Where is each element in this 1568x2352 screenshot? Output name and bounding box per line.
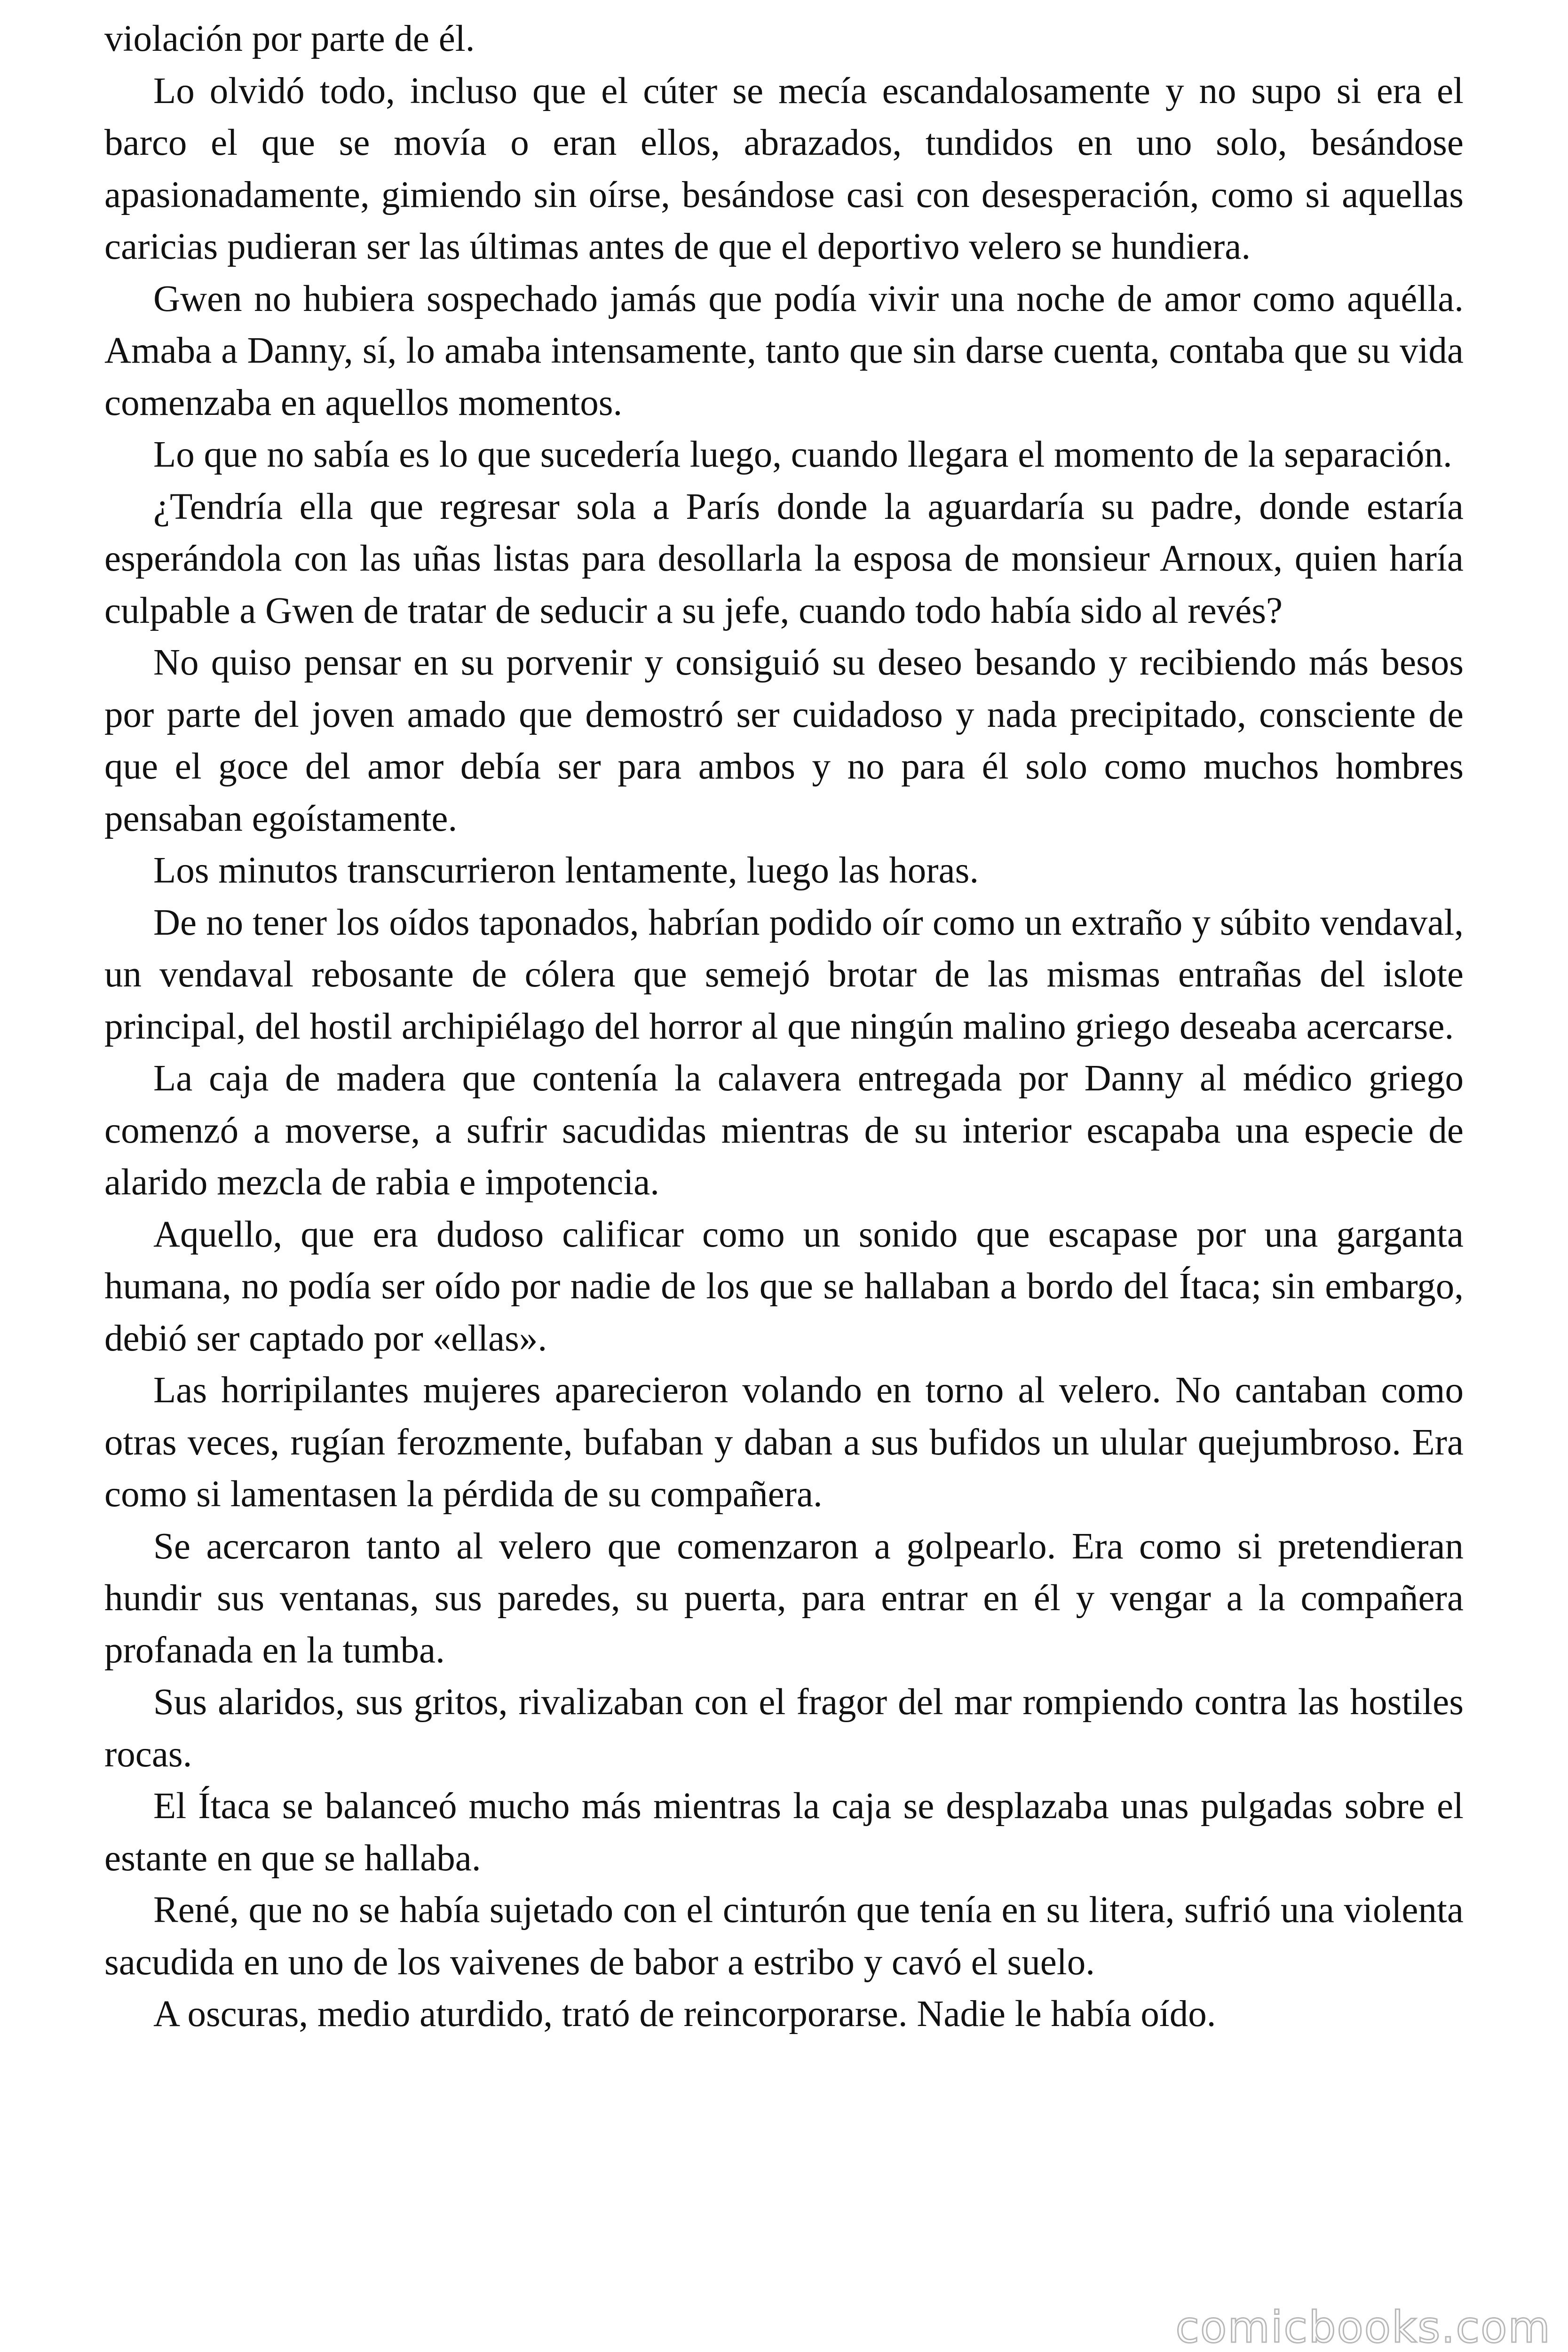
paragraph-11: Se acercaron tanto al velero que comenzaron a golpearlo. Era como si pretendieran hundir sus ventanas, sus paredes, su puerta, para entrar en él y vengar a la compañera profanada en la tumba.: [104, 1526, 1464, 1671]
paragraph-15: A oscuras, medio aturdido, trató de reincorporarse. Nadie le había oído.: [153, 1994, 1216, 2034]
paragraph-6: Los minutos transcurrieron lentamente, luego las horas.: [153, 850, 979, 891]
watermark: comicbooks.com: [1175, 2302, 1551, 2352]
paragraph-2: Gwen no hubiera sospechado jamás que podía vivir una noche de amor como aquélla. Amaba a Danny, sí, lo amaba intensamente, tanto que sin darse cuenta, contaba que su vida comenzaba en aquellos momentos.: [104, 278, 1464, 423]
paragraph-10: Las horripilantes mujeres aparecieron volando en torno al velero. No cantaban como otras veces, rugían ferozmente, bufaban y daban a sus bufidos un ulular quejumbroso. Era como si lamentasen la pérdida de su compañera.: [104, 1370, 1464, 1515]
paragraph-4: ¿Tendría ella que regresar sola a París donde la aguardaría su padre, donde estaría esperándola con las uñas listas para desollarla la esposa de monsieur Arnoux, quien haría culpable a Gwen de tratar de seducir a su jefe, cuando todo había sido al revés?: [104, 486, 1464, 631]
paragraph-7: De no tener los oídos taponados, habrían podido oír como un extraño y súbito vendaval, un vendaval rebosante de cólera que semejó brotar de las mismas entrañas del islote principal, del hostil archipiélago del horror al que ningún malino griego deseaba acercarse.: [104, 902, 1464, 1047]
paragraph-12: Sus alaridos, sus gritos, rivalizaban con el fragor del mar rompiendo contra las hostiles rocas.: [104, 1682, 1464, 1775]
paragraph-9: Aquello, que era dudoso calificar como un sonido que escapase por una garganta humana, no podía ser oído por nadie de los que se hallaban a bordo del Ítaca; sin embargo, debió ser captado por «ellas».: [104, 1214, 1464, 1359]
paragraph-3: Lo que no sabía es lo que sucedería luego, cuando llegara el momento de la separación.: [153, 434, 1452, 475]
paragraph-0: violación por parte de él.: [104, 18, 475, 59]
paragraph-5: No quiso pensar en su porvenir y consiguió su deseo besando y recibiendo más besos por parte del joven amado que demostró ser cuidadoso y nada precipitado, consciente de que el goce del amor debía ser para ambos y no para él solo como muchos hombres pensaban egoístamente.: [104, 642, 1464, 839]
page-body-text: [104, 13, 1464, 2041]
paragraph-1: Lo olvidó todo, incluso que el cúter se mecía escandalosamente y no supo si era el barco el que se movía o eran ellos, abrazados, tundidos en uno solo, besándose apasionadamente, gimiendo sin oírse, besándose casi con desesperación, como si aquellas caricias pudieran ser las últimas antes de que el deportivo velero se hundiera.: [104, 70, 1464, 267]
paragraph-8: La caja de madera que contenía la calavera entregada por Danny al médico griego comenzó a moverse, a sufrir sacudidas mientras de su interior escapaba una especie de alarido mezcla de rabia e impotencia.: [104, 1058, 1464, 1203]
paragraph-13: El Ítaca se balanceó mucho más mientras la caja se desplazaba unas pulgadas sobre el estante en que se hallaba.: [104, 1786, 1464, 1879]
paragraph-14: René, que no se había sujetado con el cinturón que tenía en su litera, sufrió una violenta sacudida en uno de los vaivenes de babor a estribo y cavó el suelo.: [104, 1890, 1464, 1983]
